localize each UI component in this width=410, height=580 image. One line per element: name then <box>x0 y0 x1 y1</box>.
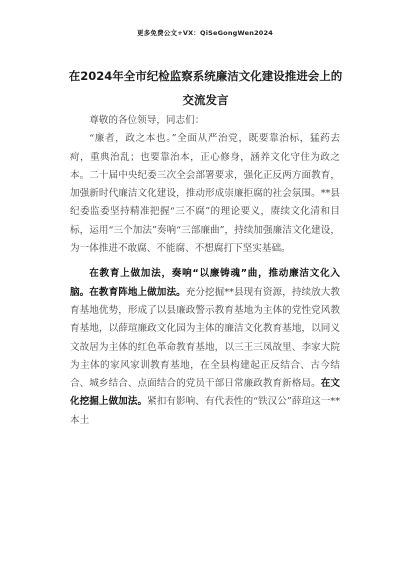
paragraph-intro <box>70 130 340 258</box>
paragraph-text: 紧扣有影响、有代表性的“铁汉公”薛瑄这一**本土 <box>70 396 341 426</box>
paragraph-text: 充分挖掘**县现有资源，持续放大教育基地优势，形成了以县廉政警示教育基地为主体的党性党风教育基地，以薛瑄廉政文化园为主体的廉洁文化教育基地，以同义文故居为主体的红色革命教育基地，以三王三凤故里、李家大院为主体的家风家训教育基地，在全县构建起正反结合、古今结合、城乡结合、点面结合的党员干部日常廉政教育新格局。 <box>70 286 341 390</box>
paragraph-text: “廉者，政之本也。”全面从严治党，既要靠治标，猛药去疴，重典治乱；也要靠治本，正心修身，涵养文化守住为政之本。二十届中央纪委三次全会部署要求，强化正反两方面教育，加强新时代廉洁文化建设，推动形成崇廉拒腐的社会氛围。**县纪委监委坚持精准把握“三不腐”的理论要义，赓续文化清和目标，运用“三个加法”奏响“三部廉曲”，持续加强廉洁文化建设，为一体推进不敢腐、不能腐、不想腐打下坚实基础。 <box>70 133 340 255</box>
header-note: 更多免费公文+VX：QiSeGongWen2024 <box>137 29 273 37</box>
document-body <box>70 112 340 430</box>
paragraph-heading: 在教育上做加法，奏响“以廉铸魂”曲，推动廉洁文化入脑。在教育阵地上做加法。 <box>70 268 340 298</box>
document-title: 在2024年全市纪检监察系统廉洁文化建设推进会上的交流发言 <box>68 69 343 107</box>
salutation: 尊敬的各位领导，同志们： <box>89 115 205 126</box>
paragraph-education <box>70 265 340 430</box>
paragraph-heading: 在文化挖掘上做加法。 <box>70 378 341 408</box>
